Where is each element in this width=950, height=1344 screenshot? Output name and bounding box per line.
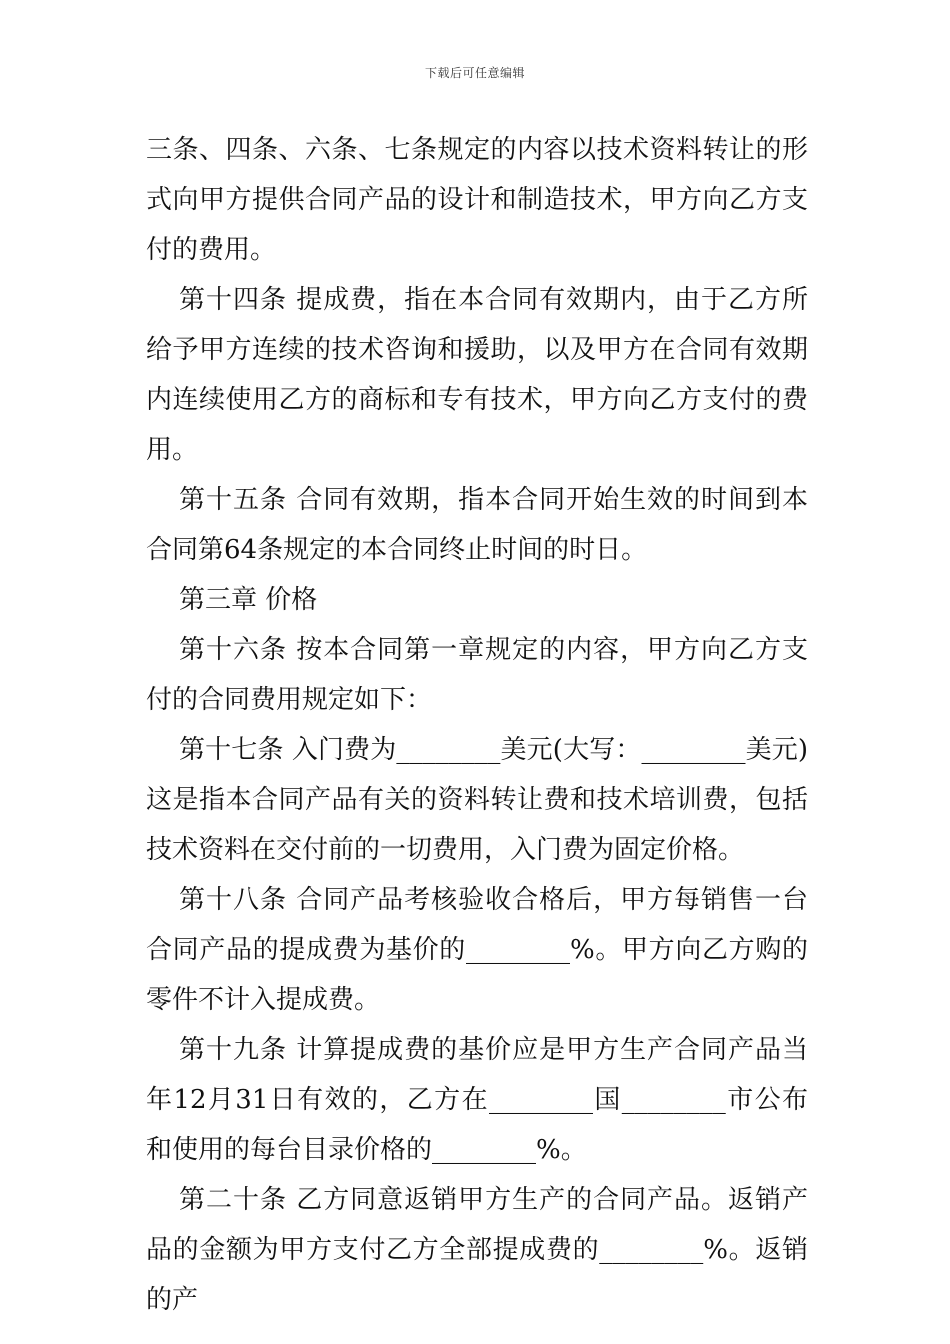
document-body xyxy=(146,125,808,1325)
paragraph-article-16: 第十六条 按本合同第一章规定的内容，甲方向乙方支付的合同费用规定如下： xyxy=(146,635,808,715)
header-note: 下载后可任意编辑 xyxy=(424,66,525,80)
chapter-heading: 第三章 价格 xyxy=(179,585,318,615)
paragraph-article-19: 第十九条 计算提成费的基价应是甲方生产合同产品当年12月31日有效的，乙方在________国________市公布和使用的每台目录价格的________%。 xyxy=(146,1035,808,1165)
paragraph-article-20: 第二十条 乙方同意返销甲方生产的合同产品。返销产品的金额为甲方支付乙方全部提成费的________%。返销的产 xyxy=(146,1185,808,1315)
paragraph-article-14: 第十四条 提成费，指在本合同有效期内，由于乙方所给予甲方连续的技术咨询和援助，以及甲方在合同有效期内连续使用乙方的商标和专有技术，甲方向乙方支付的费用。 xyxy=(146,285,808,465)
paragraph-article-17: 第十七条 入门费为________美元(大写：________美元)这是指本合同产品有关的资料转让费和技术培训费，包括技术资料在交付前的一切费用，入门费为固定价格。 xyxy=(146,735,808,865)
paragraph-continuation: 三条、四条、六条、七条规定的内容以技术资料转让的形式向甲方提供合同产品的设计和制造技术，甲方向乙方支付的费用。 xyxy=(146,135,808,265)
paragraph-article-15: 第十五条 合同有效期，指本合同开始生效的时间到本合同第64条规定的本合同终止时间的时日。 xyxy=(146,485,808,565)
paragraph-article-18: 第十八条 合同产品考核验收合格后，甲方每销售一台合同产品的提成费为基价的________%。甲方向乙方购的零件不计入提成费。 xyxy=(146,885,808,1015)
